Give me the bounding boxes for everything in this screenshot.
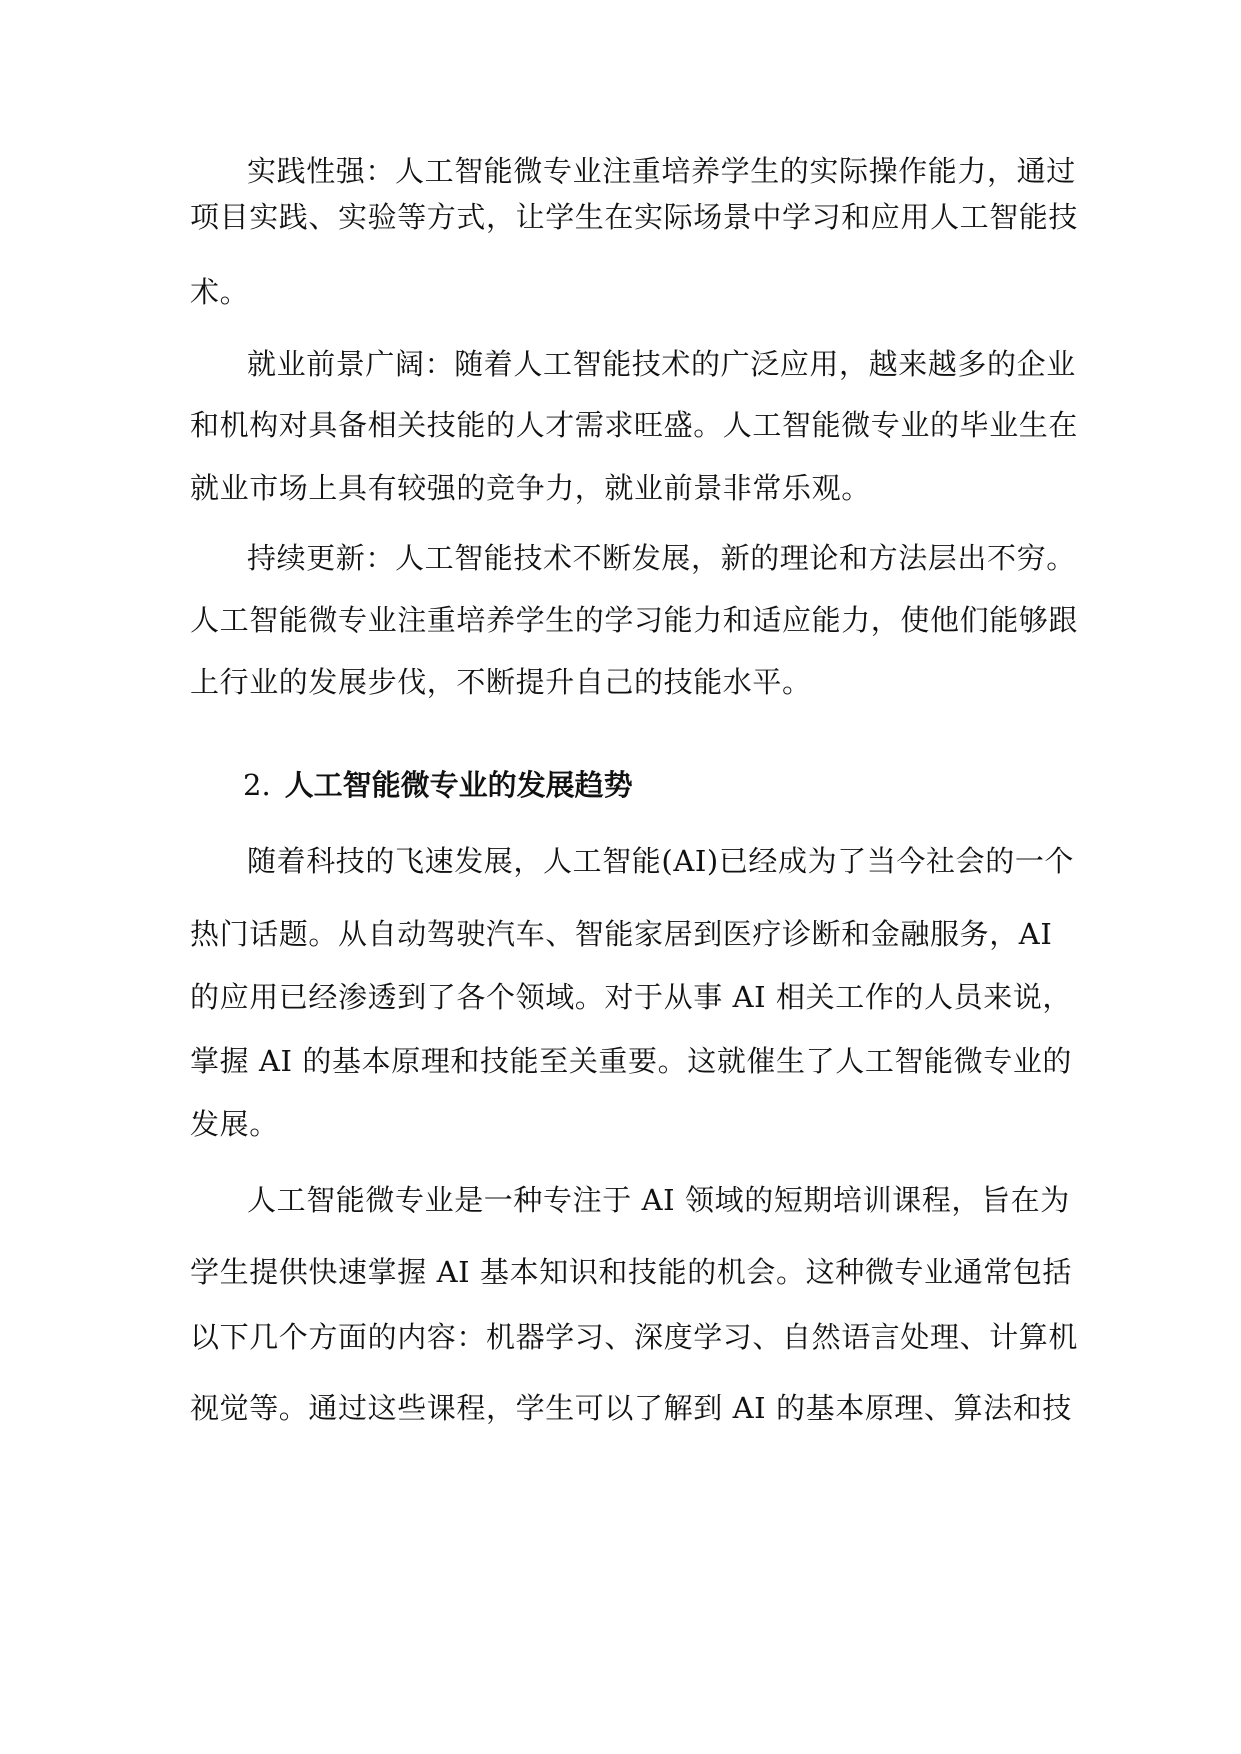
section-title: 人工智能微专业的发展趋势 xyxy=(284,768,633,802)
text-line: 学生提供快速掌握 AI 基本知识和技能的机会。这种微专业通常包括 xyxy=(190,1255,1073,1289)
text-line: 视觉等。通过这些课程，学生可以了解到 AI 的基本原理、算法和技 xyxy=(190,1391,1073,1425)
text-line: 随着科技的飞速发展，人工智能(AI)已经成为了当今社会的一个 xyxy=(247,844,1075,878)
text-line: 项目实践、实验等方式，让学生在实际场景中学习和应用人工智能技 xyxy=(190,200,1079,234)
text-line: 术。 xyxy=(190,275,250,309)
text-line: 上行业的发展步伐，不断提升自己的技能水平。 xyxy=(190,665,812,699)
text-line: 热门话题。从自动驾驶汽车、智能家居到医疗诊断和金融服务，AI xyxy=(190,917,1053,951)
text-line: 就业市场上具有较强的竞争力，就业前景非常乐观。 xyxy=(190,471,871,505)
text-line: 的应用已经渗透到了各个领域。对于从事 AI 相关工作的人员来说， xyxy=(190,980,1073,1014)
text-line: 持续更新：人工智能技术不断发展，新的理论和方法层出不穷。 xyxy=(247,541,1076,575)
text-line: 以下几个方面的内容：机器学习、深度学习、自然语言处理、计算机 xyxy=(190,1320,1079,1354)
text-line: 就业前景广阔：随着人工智能技术的广泛应用，越来越多的企业 xyxy=(247,347,1076,381)
section-heading xyxy=(243,765,633,805)
section-number: 2. xyxy=(243,768,271,802)
text-line: 和机构对具备相关技能的人才需求旺盛。人工智能微专业的毕业生在 xyxy=(190,408,1079,442)
text-line: 人工智能微专业注重培养学生的学习能力和适应能力，使他们能够跟 xyxy=(190,603,1079,637)
text-line: 发展。 xyxy=(190,1107,279,1141)
text-line: 人工智能微专业是一种专注于 AI 领域的短期培训课程，旨在为 xyxy=(247,1183,1070,1217)
text-line: 实践性强：人工智能微专业注重培养学生的实际操作能力，通过 xyxy=(247,154,1076,188)
text-line: 掌握 AI 的基本原理和技能至关重要。这就催生了人工智能微专业的 xyxy=(190,1044,1073,1078)
